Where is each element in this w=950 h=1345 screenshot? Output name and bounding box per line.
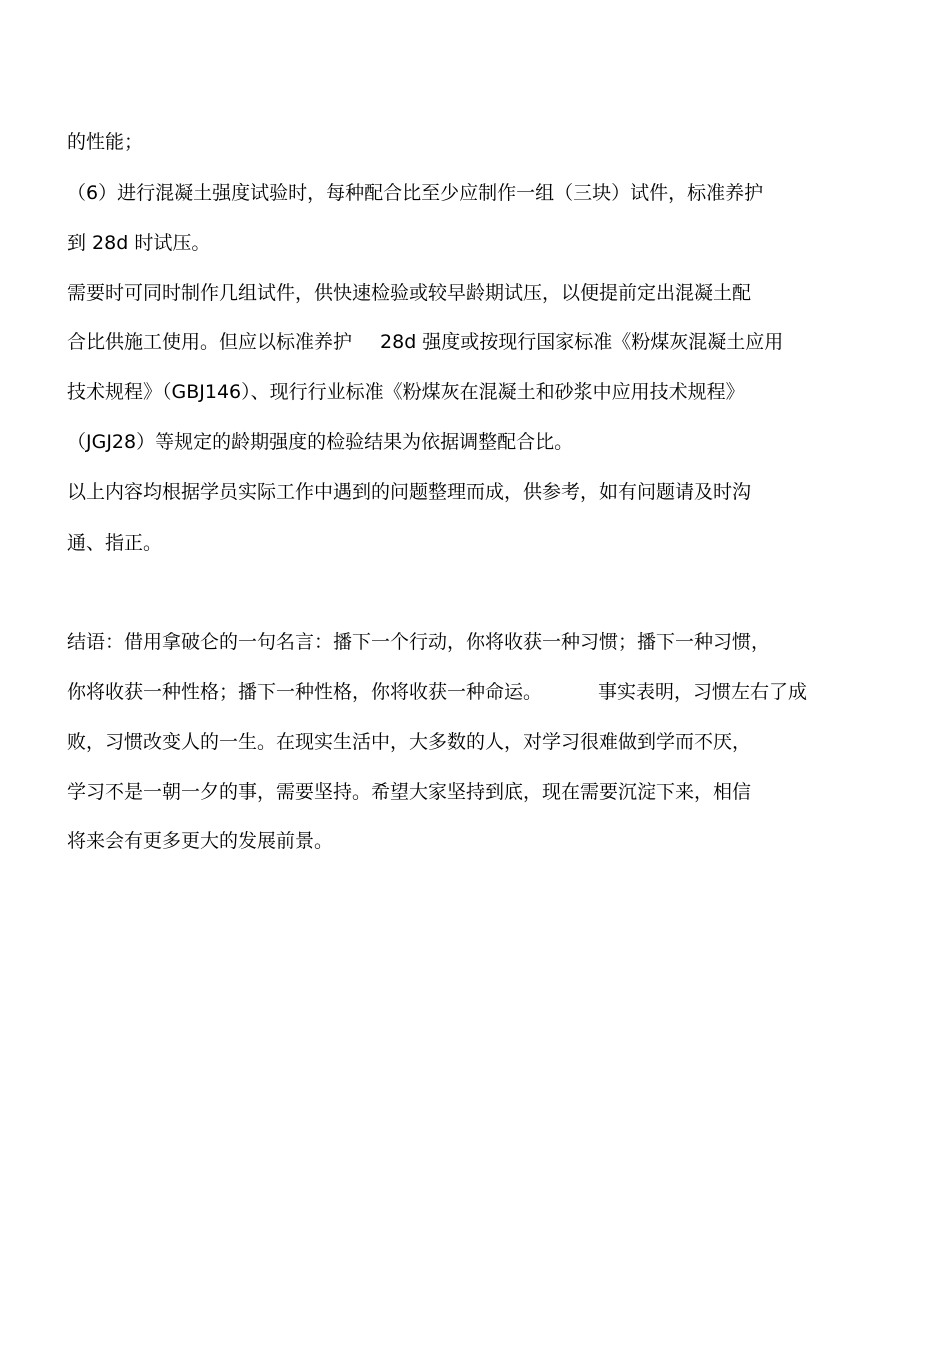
text-line: 技术规程》（GBJ146）、现行行业标准《粉煤灰在混凝土和砂浆中应用技术规程》: [67, 381, 745, 403]
text-line: 将来会有更多更大的发展前景。: [67, 830, 334, 852]
text-line: 结语：借用拿破仑的一句名言：播下一个行动，你将收获一种习惯；播下一种习惯，: [67, 631, 771, 653]
text-line: 学习不是一朝一夕的事，需要坚持。希望大家坚持到底，现在需要沉淀下来，相信: [67, 781, 752, 803]
text-segment: 你将收获一种性格；播下一种性格，你将收获一种命运。: [67, 681, 543, 703]
text-line: （JGJ28）等规定的龄期强度的检验结果为依据调整配合比。: [67, 431, 574, 453]
text-line: 通、指正。: [67, 532, 163, 554]
text-line: [67, 330, 783, 354]
text-line: 败，习惯改变人的一生。在现实生活中，大多数的人，对学习很难做到学而不厌，: [67, 731, 752, 753]
text-line: （6）进行混凝土强度试验时，每种配合比至少应制作一组（三块）试件，标准养护: [67, 182, 764, 204]
text-segment: 28d 强度或按现行国家标准《粉煤灰混凝土应用: [380, 331, 784, 353]
text-line: 到 28d 时试压。: [67, 232, 211, 254]
text-line: [67, 680, 807, 704]
text-line: 以上内容均根据学员实际工作中遇到的问题整理而成，供参考，如有问题请及时沟: [67, 481, 752, 503]
text-segment: 合比供施工使用。但应以标准养护: [67, 331, 353, 353]
text-line: 需要时可同时制作几组试件，供快速检验或较早龄期试压，以便提前定出混凝土配: [67, 282, 752, 304]
text-segment: 事实表明，习惯左右了成: [598, 681, 808, 703]
text-line: 的性能；: [67, 131, 144, 153]
